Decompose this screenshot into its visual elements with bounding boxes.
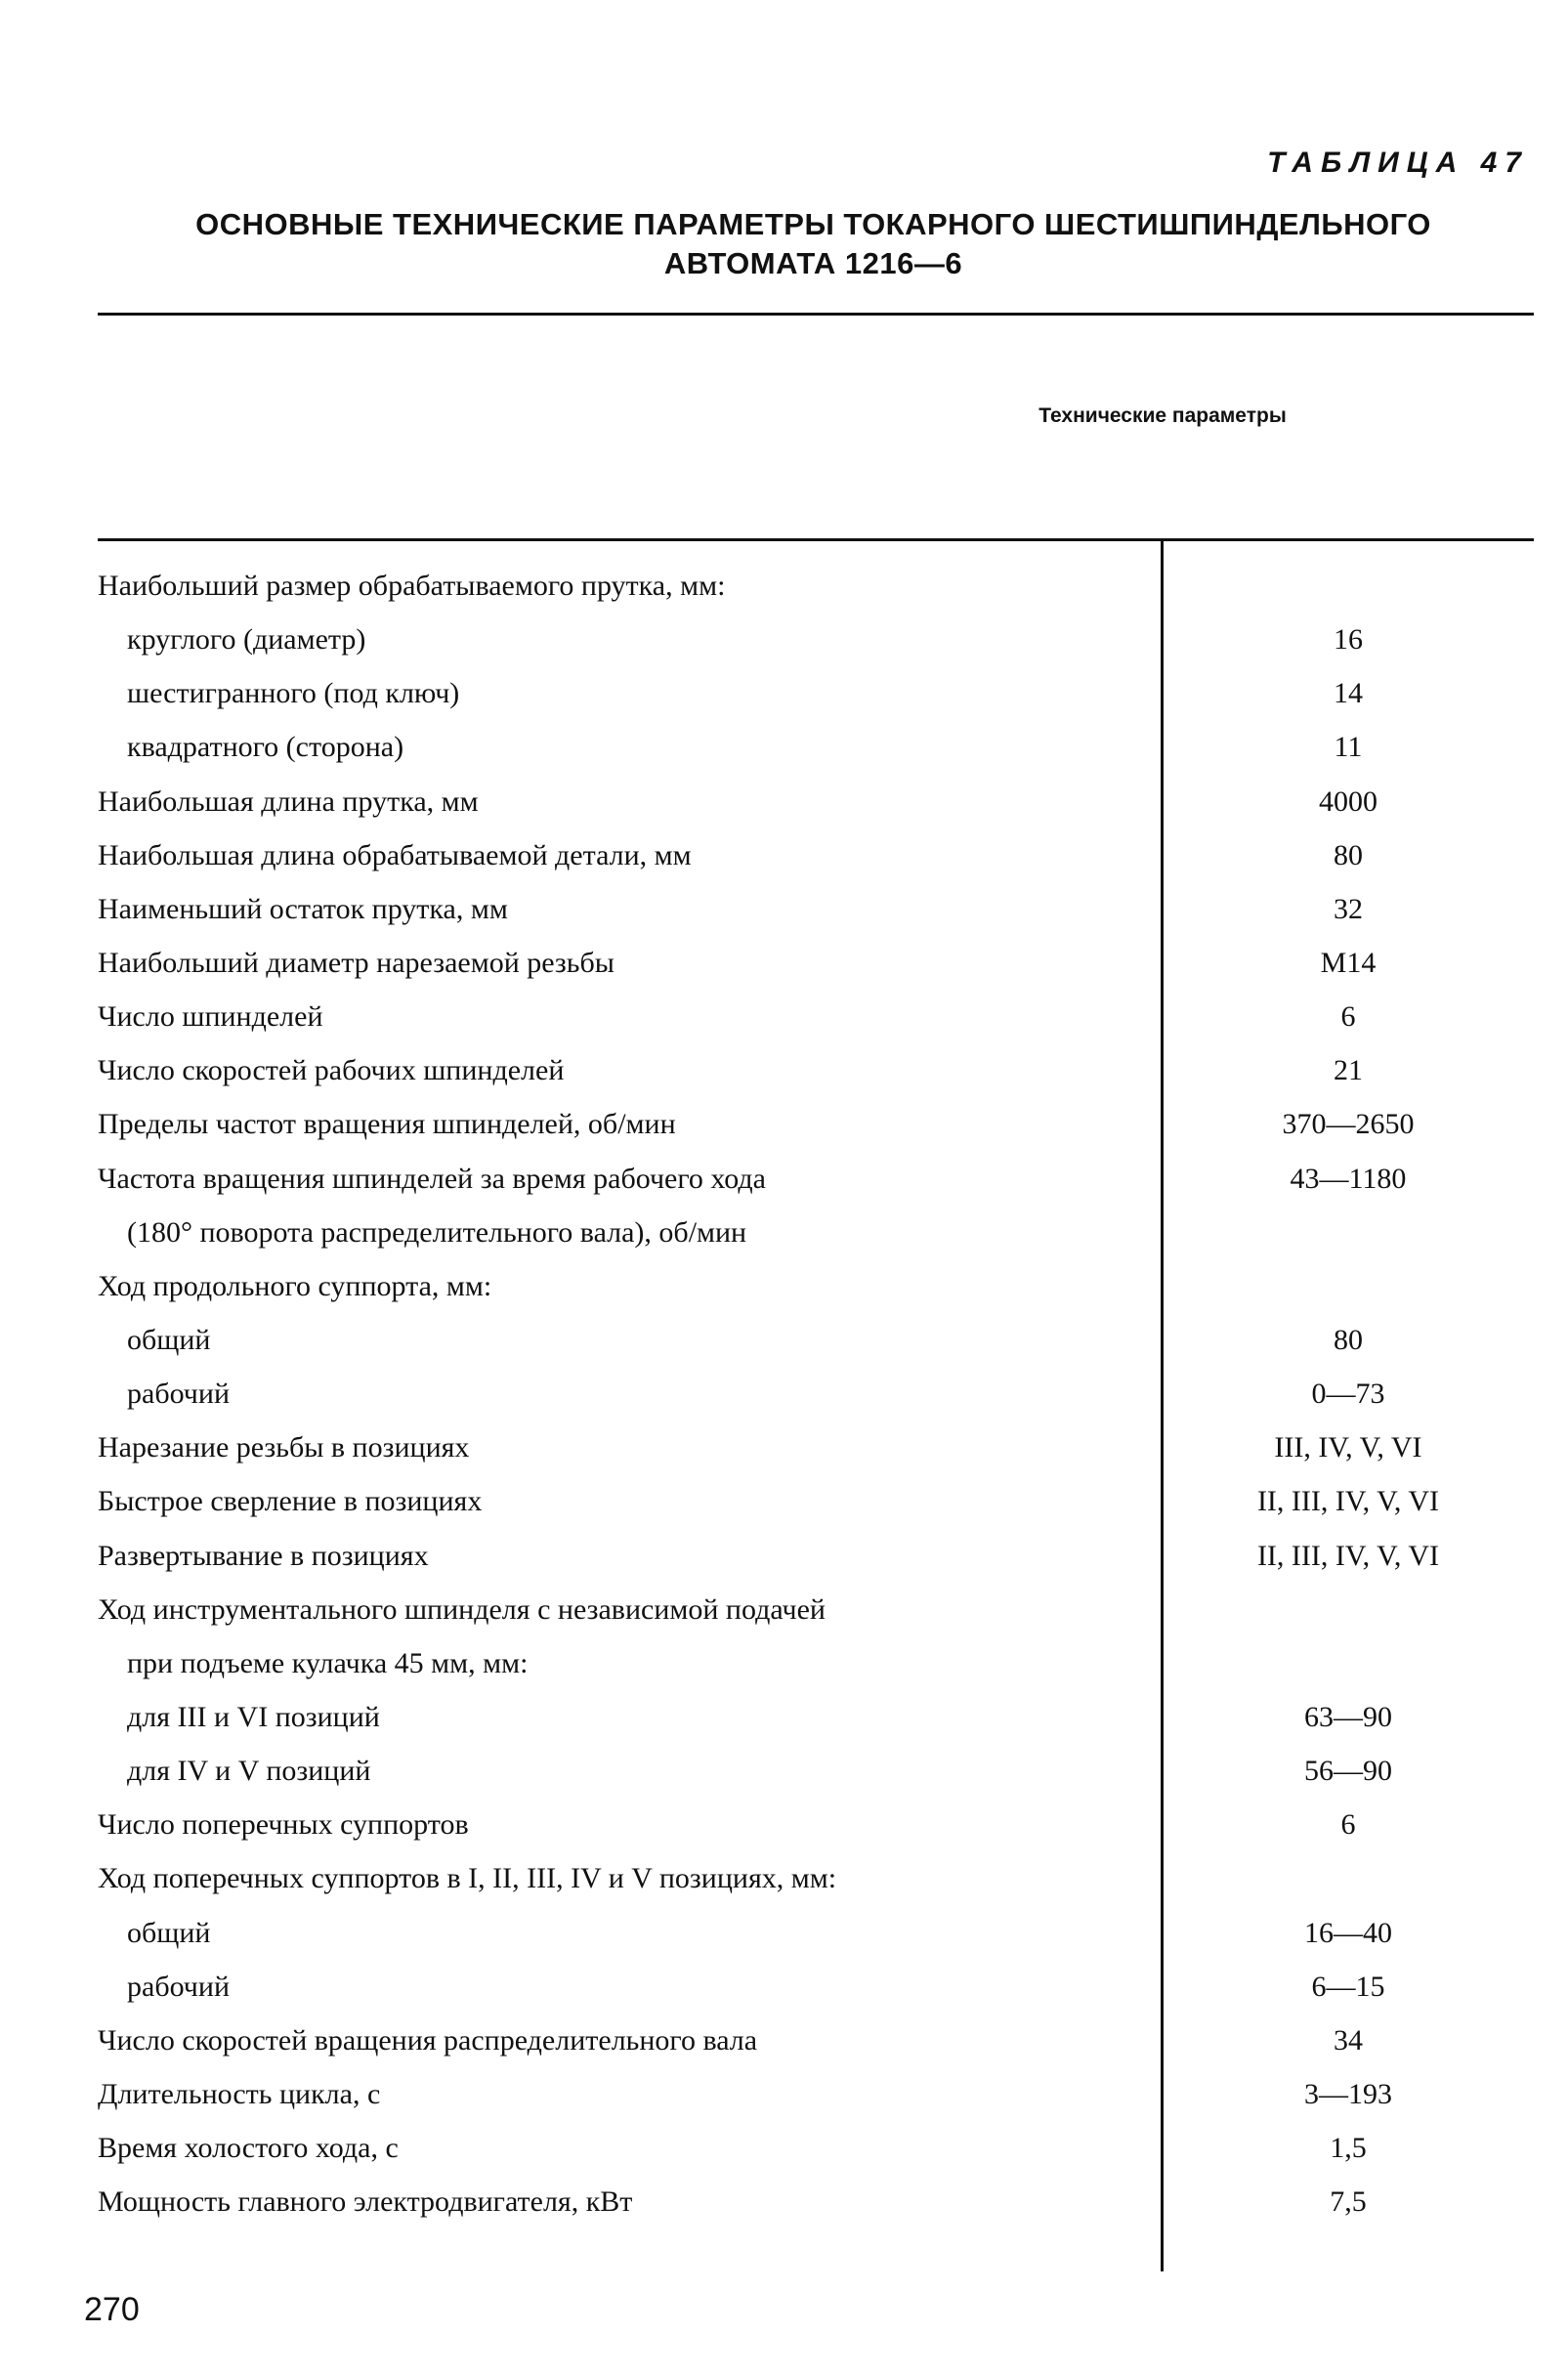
table-number-label: ТАБЛИЦА 47 <box>1267 147 1529 179</box>
table-row <box>98 1744 1524 1798</box>
parameter-value: 1,5 <box>1330 2132 1367 2165</box>
table-title <box>98 205 1529 283</box>
parameter-label: Ход инструментального шпинделя с независимой подачей <box>98 1592 826 1626</box>
parameter-value: 6 <box>1340 1000 1356 1034</box>
parameter-label: для III и VI позиций <box>127 1700 380 1733</box>
table-row <box>98 613 1524 666</box>
parameter-value: 4000 <box>1319 785 1377 818</box>
parameter-value: 43—1180 <box>1290 1162 1407 1195</box>
parameter-label: Быстрое сверление в позициях <box>98 1485 483 1518</box>
parameter-value: 32 <box>1334 892 1363 925</box>
table-row <box>98 1474 1524 1528</box>
parameter-value: М14 <box>1320 946 1377 979</box>
parameters-table-body <box>98 559 1524 2228</box>
parameter-label: Развертывание в позициях <box>98 1539 429 1572</box>
table-row <box>98 828 1524 882</box>
parameter-label: Ход продольного суппорта, мм: <box>98 1269 492 1302</box>
table-row <box>98 1152 1524 1206</box>
parameter-value: 80 <box>1334 838 1363 871</box>
table-row <box>98 1690 1524 1744</box>
parameter-label: Наибольшая длина прутка, мм <box>98 785 479 818</box>
table-row <box>98 2121 1524 2175</box>
parameter-value: 370—2650 <box>1282 1108 1415 1141</box>
table-row <box>98 1636 1524 1690</box>
parameter-value: 11 <box>1334 731 1363 764</box>
table-row <box>98 1259 1524 1313</box>
table-row <box>98 1960 1524 2014</box>
parameter-value: 80 <box>1334 1323 1363 1356</box>
parameter-label: Наибольший диаметр нарезаемой резьбы <box>98 946 614 979</box>
column-header-technical-parameters: Технические параметры <box>1038 404 1287 427</box>
table-row <box>98 775 1524 828</box>
table-row <box>98 882 1524 936</box>
table-row <box>98 2014 1524 2067</box>
table-row <box>98 1097 1524 1151</box>
parameter-label: Наибольший размер обрабатываемого прутка, мм: <box>98 570 726 602</box>
table-row <box>98 1421 1524 1474</box>
table-row <box>98 1043 1524 1097</box>
table-row <box>98 990 1524 1043</box>
parameter-label: Число скоростей вращения распределительного вала <box>98 2023 758 2057</box>
table-row <box>98 1583 1524 1636</box>
table-row <box>98 1798 1524 1851</box>
parameter-label: Ход поперечных суппортов в I, II, III, IV и V позициях, мм: <box>98 1862 837 1895</box>
parameter-label: для IV и V позиций <box>127 1755 371 1788</box>
parameter-label: Пределы частот вращения шпинделей, об/мин <box>98 1108 676 1141</box>
table-row <box>98 1906 1524 1960</box>
parameter-value: 56—90 <box>1304 1755 1392 1788</box>
table-title-line-1: ОСНОВНЫЕ ТЕХНИЧЕСКИЕ ПАРАМЕТРЫ ТОКАРНОГО ШЕСТИШПИНДЕЛЬНОГО <box>195 207 1431 241</box>
parameter-value: 7,5 <box>1330 2185 1367 2219</box>
table-row <box>98 666 1524 720</box>
parameter-label: Число поперечных суппортов <box>98 1808 469 1842</box>
parameter-label: круглого (диаметр) <box>127 623 366 657</box>
parameter-value: III, IV, V, VI <box>1274 1431 1422 1464</box>
parameter-label: рабочий <box>127 1378 230 1411</box>
parameter-label: Время холостого хода, с <box>98 2132 399 2165</box>
table-row <box>98 1367 1524 1421</box>
table-row <box>98 2175 1524 2228</box>
header-rule <box>98 538 1534 541</box>
parameter-value: 6—15 <box>1311 1970 1385 2003</box>
table-row <box>98 1313 1524 1367</box>
parameter-value: 0—73 <box>1311 1378 1385 1411</box>
table-title-line-2: АВТОМАТА 1216—6 <box>663 246 963 280</box>
parameter-value: 16 <box>1334 623 1363 657</box>
parameter-label: шестигранного (под ключ) <box>127 677 460 710</box>
parameter-label: Наибольшая длина обрабатываемой детали, мм <box>98 838 692 871</box>
parameter-value: 16—40 <box>1304 1916 1392 1949</box>
parameter-value: II, III, IV, V, VI <box>1256 1485 1440 1518</box>
page-number: 270 <box>84 2291 140 2328</box>
parameter-label: Число скоростей рабочих шпинделей <box>98 1054 565 1087</box>
table-row <box>98 559 1524 613</box>
parameter-label: Мощность главного электродвигателя, кВт <box>98 2185 633 2219</box>
table-row <box>98 1206 1524 1259</box>
parameter-label: (180° поворота распределительного вала), об/мин <box>127 1215 747 1249</box>
parameter-label: Нарезание резьбы в позициях <box>98 1431 470 1464</box>
parameter-label: рабочий <box>127 1970 230 2003</box>
parameter-label: квадратного (сторона) <box>127 731 404 764</box>
table-row <box>98 936 1524 990</box>
parameter-label: общий <box>127 1323 211 1356</box>
parameter-label: общий <box>127 1916 211 1949</box>
parameter-label: Частота вращения шпинделей за время рабочего хода <box>98 1162 766 1195</box>
top-rule <box>98 313 1534 316</box>
parameter-value: 3—193 <box>1304 2077 1392 2110</box>
table-row <box>98 2067 1524 2121</box>
parameter-value: 6 <box>1340 1808 1356 1842</box>
table-row <box>98 1529 1524 1583</box>
table-row <box>98 720 1524 774</box>
parameter-value: 34 <box>1334 2023 1363 2057</box>
table-row <box>98 1851 1524 1905</box>
parameter-value: 63—90 <box>1304 1700 1392 1733</box>
parameter-value: II, III, IV, V, VI <box>1256 1539 1440 1572</box>
parameter-value: 14 <box>1334 677 1363 710</box>
parameter-label: Наименьший остаток прутка, мм <box>98 892 508 925</box>
parameter-label: Длительность цикла, с <box>98 2077 381 2110</box>
parameter-label: Число шпинделей <box>98 1000 323 1034</box>
parameter-value: 21 <box>1334 1054 1363 1087</box>
parameter-label: при подъеме кулачка 45 мм, мм: <box>127 1646 529 1679</box>
